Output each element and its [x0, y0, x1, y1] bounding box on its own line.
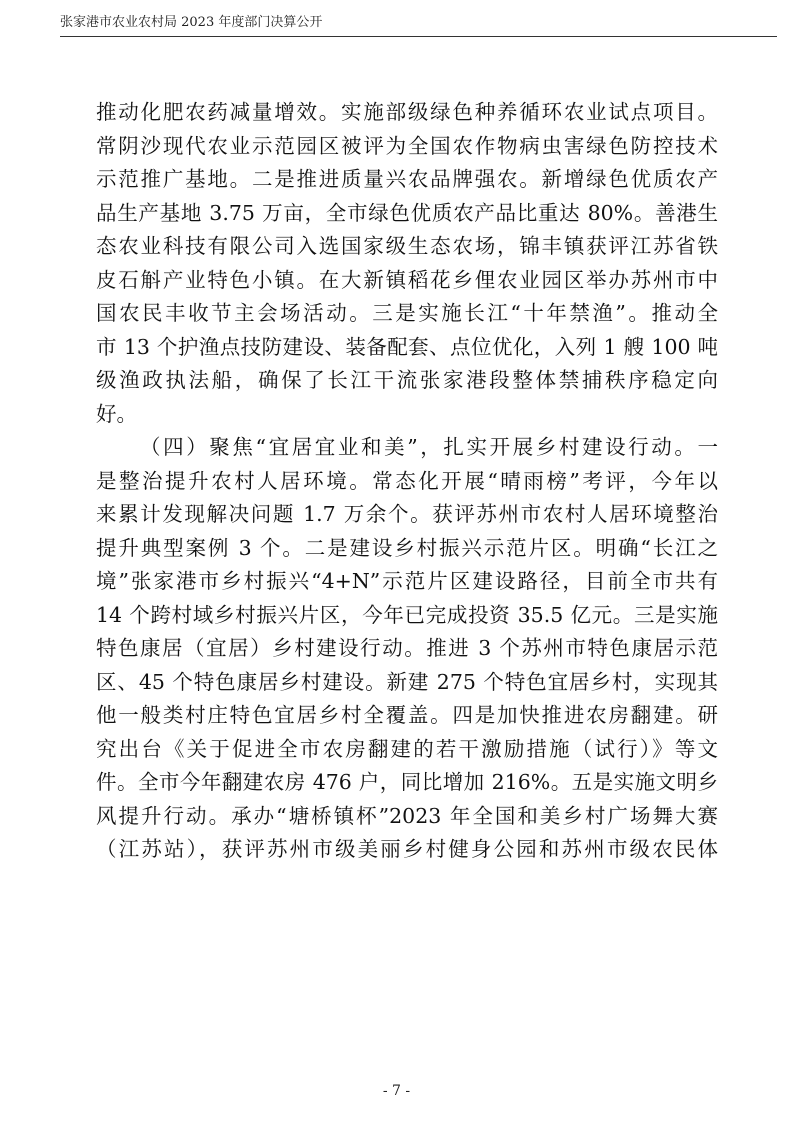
body-line: 态农业科技有限公司入选国家级生态农场，锦丰镇获评江苏省铁	[96, 234, 718, 258]
body-line: 14 个跨村域乡村振兴片区，今年已完成投资 35.5 亿元。三是实施	[96, 602, 718, 627]
body-line: 好。	[96, 401, 137, 426]
body-line: 他一般类村庄特色宜居乡村全覆盖。四是加快推进农房翻建。研	[96, 703, 718, 727]
body-line: 风提升行动。承办“塘桥镇杯”2023 年全国和美乡村广场舞大赛	[96, 803, 718, 828]
header-divider	[60, 36, 777, 37]
body-text	[96, 96, 718, 867]
body-line: 特色康居（宜居）乡村建设行动。推进 3 个苏州市特色康居示范	[96, 636, 718, 660]
body-line: 国农民丰收节主会场活动。三是实施长江“十年禁渔”。推动全	[96, 301, 718, 325]
body-line: 级渔政执法船，确保了长江干流张家港段整体禁捕秩序稳定向	[96, 368, 718, 392]
body-line: 究出台《关于促进全市农房翻建的若干激励措施（试行）》等文	[96, 736, 718, 761]
body-line: 品生产基地 3.75 万亩，全市绿色优质农产品比重达 80%。善港生	[96, 200, 718, 225]
body-line: 皮石斛产业特色小镇。在大新镇稻花乡俚农业园区举办苏州市中	[96, 267, 718, 292]
body-line: （江苏站），获评苏州市级美丽乡村健身公园和苏州市级农民体	[96, 837, 718, 861]
page-header: 张家港市农业农村局 2023 年度部门决算公开	[60, 15, 323, 30]
body-line: 示范推广基地。二是推进质量兴农品牌强农。新增绿色优质农产	[96, 167, 718, 191]
body-line: 来累计发现解决问题 1.7 万余个。获评苏州市农村人居环境整治	[96, 502, 718, 526]
section-heading-line: （四）聚焦“宜居宜业和美”，扎实开展乡村建设行动。一	[140, 435, 718, 459]
body-line: 是整治提升农村人居环境。常态化开展“晴雨榜”考评，今年以	[96, 468, 718, 493]
body-line: 区、45 个特色康居乡村建设。新建 275 个特色宜居乡村，实现其	[96, 669, 718, 694]
body-line: 常阴沙现代农业示范园区被评为全国农作物病虫害绿色防控技术	[96, 133, 718, 158]
page-number: - 7 -	[382, 1083, 411, 1099]
body-line: 提升典型案例 3 个。二是建设乡村振兴示范片区。明确“长江之	[96, 535, 718, 560]
body-line: 推动化肥农药减量增效。实施部级绿色种养循环农业试点项目。	[96, 100, 718, 124]
body-line: 件。全市今年翻建农房 476 户，同比增加 216%。五是实施文明乡	[96, 770, 718, 794]
body-line: 境”张家港市乡村振兴“4+N”示范片区建设路径，目前全市共有	[96, 569, 718, 593]
body-line: 市 13 个护渔点技防建设、装备配套、点位优化，入列 1 艘 100 吨	[96, 334, 718, 359]
